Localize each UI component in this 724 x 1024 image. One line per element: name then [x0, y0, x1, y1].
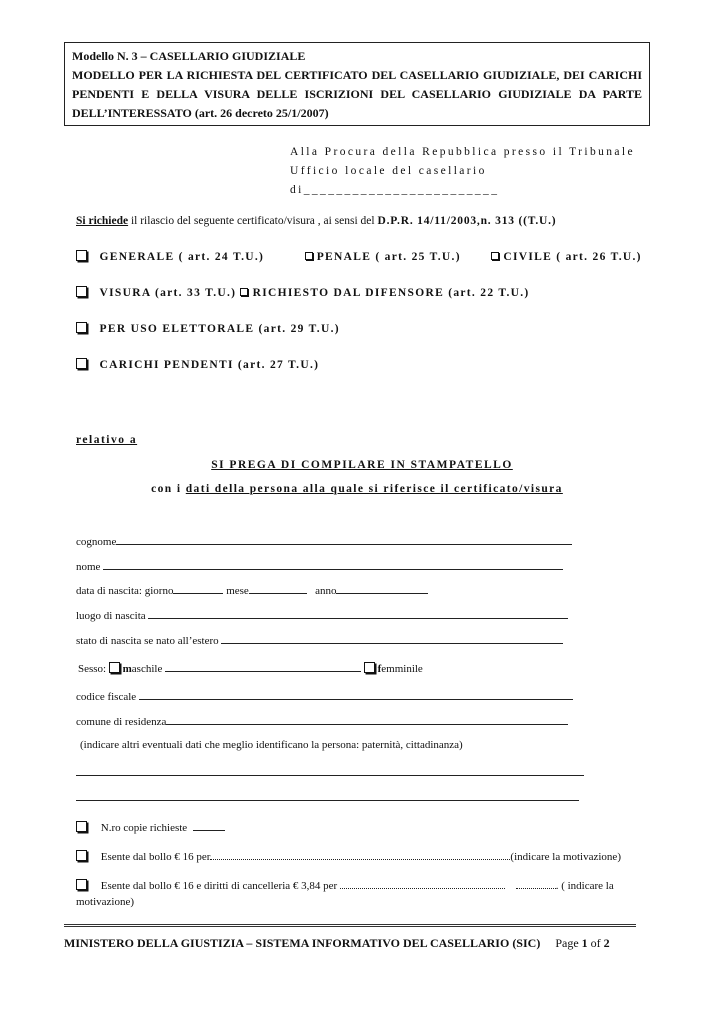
esente2-line2: motivazione) — [76, 896, 135, 908]
model-title: Modello N. 3 – CASELLARIO GIUDIZIALE — [72, 49, 306, 63]
field-codice — [76, 689, 573, 703]
esente2-tail: . ( indicare la — [555, 880, 614, 892]
codice-input[interactable] — [139, 689, 573, 700]
esente2-input-b[interactable] — [516, 879, 556, 889]
option-carichi: CARICHI PENDENTI (art. 27 T.U.) — [99, 359, 320, 371]
options-row3 — [76, 322, 340, 335]
nascita-label: data di nascita: giorno — [76, 585, 174, 597]
request-label: Si richiede — [76, 215, 129, 227]
checkbox-penale[interactable] — [305, 252, 313, 260]
address-line1: Alla Procura della Repubblica presso il Tribunale — [290, 146, 635, 158]
options-row1 — [76, 250, 642, 263]
footer-page-num: 1 — [581, 936, 588, 950]
esente1-label: Esente dal bollo € 16 per — [100, 851, 211, 863]
header-box — [64, 42, 650, 126]
dati-line — [0, 483, 714, 495]
comune-input[interactable] — [166, 714, 568, 725]
footer-page-label: Page — [555, 936, 579, 950]
stampatello-note: SI PREGA DI COMPILARE IN STAMPATELLO — [211, 459, 513, 471]
field-nome — [76, 559, 563, 573]
checkbox-carichi[interactable] — [76, 358, 87, 369]
description-line1: MODELLO PER LA RICHIESTA DEL CERTIFICATO DEL CASELLARIO GIUDIZIALE, DEI CARICHI — [72, 68, 642, 82]
esente2-label: Esente dal bollo € 16 e diritti di cancelleria € 3,84 per — [100, 880, 338, 892]
checkbox-maschile[interactable] — [109, 662, 120, 673]
maschile-label: aschile — [131, 663, 163, 675]
dati-prefix: con i — [151, 483, 186, 495]
copies-input[interactable] — [193, 820, 225, 831]
address-line2: Ufficio locale del casellario — [290, 165, 487, 177]
field-nascita — [76, 583, 428, 597]
esente2-row — [76, 879, 614, 892]
mese-input[interactable] — [249, 583, 307, 594]
femminile-initial: f — [377, 663, 382, 675]
checkbox-civile[interactable] — [491, 252, 499, 260]
dati-link: dati della persona alla quale si riferisce il certificato/visura — [185, 483, 563, 495]
cognome-input[interactable] — [116, 534, 572, 545]
address-line3: di________________________ — [290, 184, 500, 196]
field-stato — [76, 633, 563, 647]
sesso-label: Sesso: — [78, 663, 107, 675]
checkbox-difensore[interactable] — [240, 288, 248, 296]
option-civile: CIVILE ( art. 26 T.U.) — [503, 251, 642, 263]
checkbox-copies[interactable] — [76, 821, 87, 832]
copies-row — [76, 820, 225, 834]
esente1-input[interactable] — [210, 850, 510, 860]
field-cognome — [76, 534, 572, 548]
sesso-line — [165, 661, 361, 672]
checkbox-esente2[interactable] — [76, 879, 87, 890]
esente1-tail: (indicare la motivazione) — [510, 851, 621, 863]
maschile-initial: m — [122, 663, 132, 675]
comune-label: comune di residenza — [76, 716, 167, 728]
anno-label: anno — [315, 585, 337, 597]
esente2-input[interactable] — [340, 879, 505, 889]
request-law: D.P.R. 14/11/2003,n. 313 ((T.U.) — [377, 215, 557, 227]
checkbox-femminile[interactable] — [364, 662, 375, 673]
nome-label: nome — [76, 561, 101, 573]
description-line3: DELL’INTERESSATO (art. 26 decreto 25/1/2007) — [72, 106, 329, 120]
option-penale: PENALE ( art. 25 T.U.) — [316, 251, 461, 263]
request-text: il rilascio del seguente certificato/visura , ai sensi del — [128, 215, 378, 227]
footer-of-label: of — [590, 936, 601, 950]
esente1-row — [76, 850, 621, 863]
request-line — [76, 215, 556, 227]
altri-input-line2[interactable] — [76, 800, 579, 801]
giorno-input[interactable] — [173, 583, 223, 594]
option-generale: GENERALE ( art. 24 T.U.) — [99, 251, 265, 263]
checkbox-elettorale[interactable] — [76, 322, 87, 333]
anno-input[interactable] — [336, 583, 428, 594]
luogo-input[interactable] — [148, 608, 568, 619]
copies-label: N.ro copie richieste — [100, 822, 188, 834]
option-elettorale: PER USO ELETTORALE (art. 29 T.U.) — [99, 323, 340, 335]
femminile-label: emminile — [381, 663, 423, 675]
checkbox-esente1[interactable] — [76, 850, 87, 861]
option-difensore: RICHIESTO DAL DIFENSORE (art. 22 T.U.) — [252, 287, 530, 299]
footer-page-total: 2 — [603, 936, 610, 950]
stato-input[interactable] — [221, 633, 563, 644]
field-comune — [76, 714, 568, 728]
stato-label: stato di nascita se nato all’estero — [76, 635, 219, 647]
footer-divider — [64, 924, 636, 927]
field-sesso — [78, 661, 423, 675]
codice-label: codice fiscale — [76, 691, 137, 703]
relativo-label: relativo a — [76, 434, 138, 446]
nome-input[interactable] — [103, 559, 563, 570]
altri-note: (indicare altri eventuali dati che meglio identificano la persona: paternità, cittadinanza) — [80, 739, 463, 751]
description-line2: PENDENTI E DELLA VISURA DELLE ISCRIZIONI DEL CASELLARIO GIUDIZIALE DA PARTE — [72, 87, 642, 101]
option-visura: VISURA (art. 33 T.U.) — [99, 287, 237, 299]
cognome-label: cognome — [76, 536, 117, 548]
luogo-label: luogo di nascita — [76, 610, 146, 622]
checkbox-generale[interactable] — [76, 250, 87, 261]
checkbox-visura[interactable] — [76, 286, 87, 297]
footer-ministry: MINISTERO DELLA GIUSTIZIA – SISTEMA INFORMATIVO DEL CASELLARIO (SIC) — [64, 936, 541, 950]
field-luogo — [76, 608, 568, 622]
mese-label: mese — [226, 585, 249, 597]
options-row2 — [76, 286, 530, 299]
altri-input-line1[interactable] — [76, 775, 584, 776]
footer — [64, 936, 610, 951]
options-row4 — [76, 358, 319, 371]
